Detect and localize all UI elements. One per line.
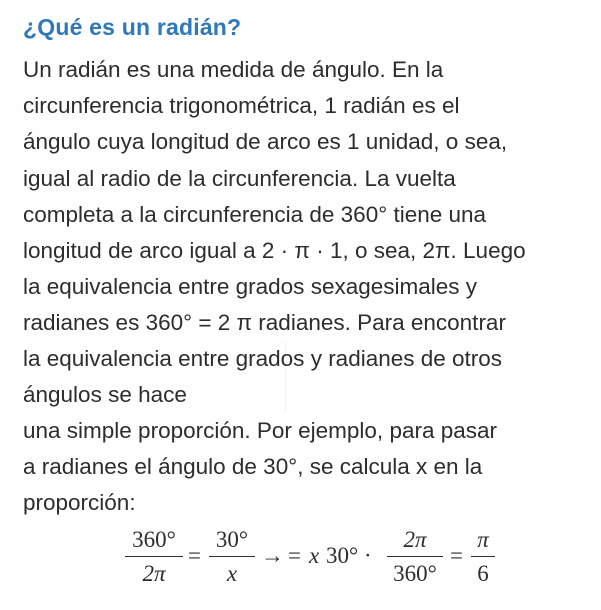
paragraph-line-10: ángulos se hace bbox=[23, 382, 187, 407]
fraction-denominator: 2π bbox=[142, 561, 166, 586]
fraction-360-over-2pi bbox=[125, 526, 183, 588]
equals-sign: = bbox=[288, 543, 301, 568]
paragraph-line-11: una simple proporción. Por ejemplo, para pasar bbox=[23, 418, 498, 443]
paragraph-line-3: ángulo cuya longitud de arco es 1 unidad, o sea, bbox=[23, 129, 508, 154]
fraction-30-over-x bbox=[209, 526, 255, 588]
fraction-bar bbox=[387, 556, 443, 557]
arrow-symbol: → bbox=[261, 543, 284, 568]
equals-sign: = bbox=[450, 543, 463, 568]
paragraph-line-13: proporción: bbox=[23, 490, 136, 515]
paragraph-line-12: a radianes el ángulo de 30°, se calcula x en la bbox=[23, 454, 483, 479]
fraction-bar bbox=[125, 556, 183, 557]
fraction-numerator: π bbox=[477, 527, 489, 552]
paragraph-line-8: radianes es 360° = 2 π radianes. Para encontrar bbox=[23, 310, 506, 335]
fraction-numerator: 2π bbox=[403, 527, 427, 552]
paragraph-line-9: la equivalencia entre grados y radianes de otros bbox=[23, 346, 503, 371]
variable-x: x bbox=[309, 543, 320, 568]
paragraph-line-4: igual al radio de la circunferencia. La vuelta bbox=[23, 166, 456, 191]
fraction-pi-over-6 bbox=[471, 526, 495, 588]
scan-artifact bbox=[285, 342, 286, 412]
fraction-bar bbox=[209, 556, 255, 557]
paragraph-line-5: completa a la circunferencia de 360° tiene una bbox=[23, 202, 487, 227]
times-30-degrees: 30° · bbox=[326, 543, 372, 568]
fraction-2pi-over-360 bbox=[387, 526, 443, 588]
fraction-denominator: 6 bbox=[477, 561, 489, 586]
equals-sign: = bbox=[188, 543, 201, 568]
fraction-denominator: x bbox=[226, 561, 238, 586]
paragraph-line-1: Un radián es una medida de ángulo. En la bbox=[23, 57, 444, 82]
section-title: ¿Qué es un radián? bbox=[23, 14, 242, 40]
paragraph-line-7: la equivalencia entre grados sexagesimales y bbox=[23, 274, 478, 299]
fraction-numerator: 30° bbox=[215, 527, 249, 552]
fraction-numerator: 360° bbox=[132, 527, 176, 552]
paragraph-line-6: longitud de arco igual a 2 · π · 1, o sea, 2π. Luego bbox=[23, 238, 526, 263]
proportion-formula bbox=[125, 524, 505, 596]
fraction-bar bbox=[471, 556, 495, 557]
paragraph-line-2: circunferencia trigonométrica, 1 radián es el bbox=[23, 93, 460, 118]
fraction-denominator: 360° bbox=[393, 561, 437, 586]
